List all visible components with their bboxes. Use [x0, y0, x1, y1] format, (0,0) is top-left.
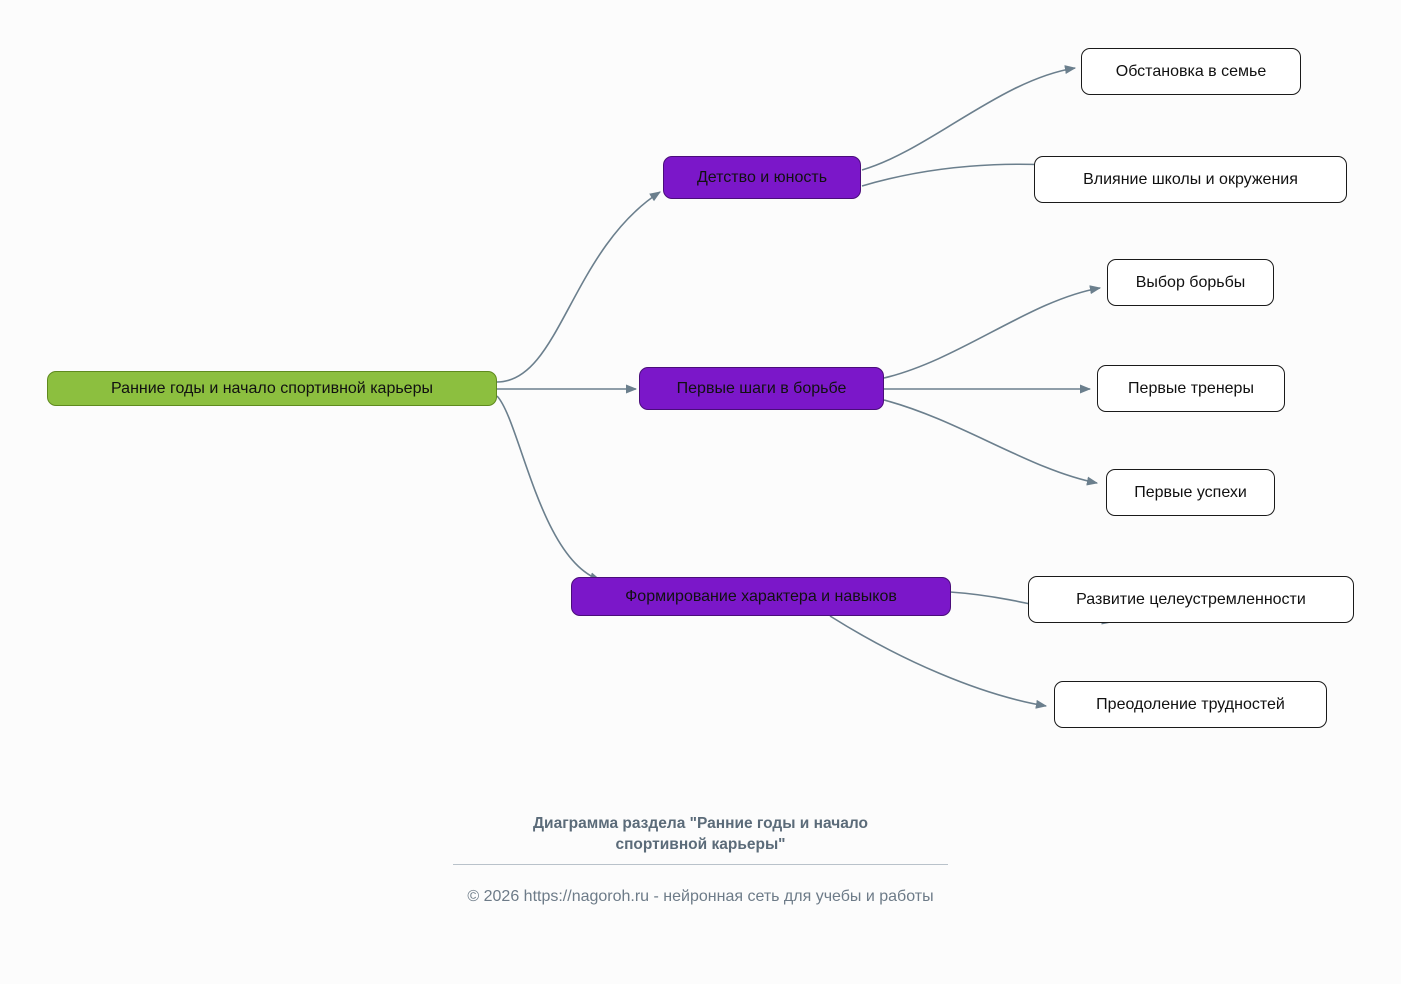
node-leaf-hardship-label: Преодоление трудностей — [1096, 695, 1285, 713]
node-leaf-hardship[interactable] — [1054, 681, 1327, 728]
caption-divider — [453, 864, 948, 865]
node-leaf-coaches-label: Первые тренеры — [1128, 379, 1254, 397]
edge-firststeps-to-success — [884, 400, 1097, 483]
node-leaf-choice[interactable] — [1107, 259, 1274, 306]
diagram-caption — [0, 814, 1401, 856]
edge-firststeps-to-choice — [884, 288, 1100, 378]
node-leaf-purpose[interactable] — [1028, 576, 1354, 623]
node-branch-childhood-label: Детство и юность — [696, 168, 828, 186]
edge-character-to-hardship — [830, 616, 1046, 706]
node-branch-character-label: Формирование характера и навыков — [625, 587, 897, 605]
node-leaf-coaches[interactable] — [1097, 365, 1285, 412]
node-leaf-family[interactable] — [1081, 48, 1301, 95]
node-leaf-success-label: Первые успехи — [1134, 483, 1247, 501]
node-leaf-purpose-label: Развитие целеустремленности — [1076, 590, 1306, 608]
edge-root-to-childhood — [497, 192, 660, 382]
edge-root-to-character — [497, 396, 600, 580]
node-leaf-school[interactable] — [1034, 156, 1347, 203]
node-leaf-school-label: Влияние школы и окружения — [1083, 170, 1298, 188]
node-root-label: Ранние годы и начало спортивной карьеры — [111, 379, 433, 397]
node-branch-first-steps[interactable] — [639, 367, 884, 410]
node-branch-first-steps-label: Первые шаги в борьбе — [676, 379, 847, 397]
node-leaf-choice-label: Выбор борьбы — [1135, 273, 1246, 291]
node-branch-childhood[interactable] — [663, 156, 861, 199]
footer-text: © 2026 https://nagoroh.ru - нейронная сеть для учебы и работы — [467, 888, 934, 905]
diagram-caption-line2: спортивной карьеры" — [615, 835, 786, 853]
node-root[interactable] — [47, 371, 497, 406]
node-leaf-success[interactable] — [1106, 469, 1275, 516]
diagram-caption-line1: Диаграмма раздела "Ранние годы и начало — [533, 815, 868, 832]
node-branch-character[interactable] — [571, 577, 951, 616]
node-leaf-family-label: Обстановка в семье — [1115, 62, 1267, 80]
edge-childhood-to-family — [862, 68, 1075, 170]
